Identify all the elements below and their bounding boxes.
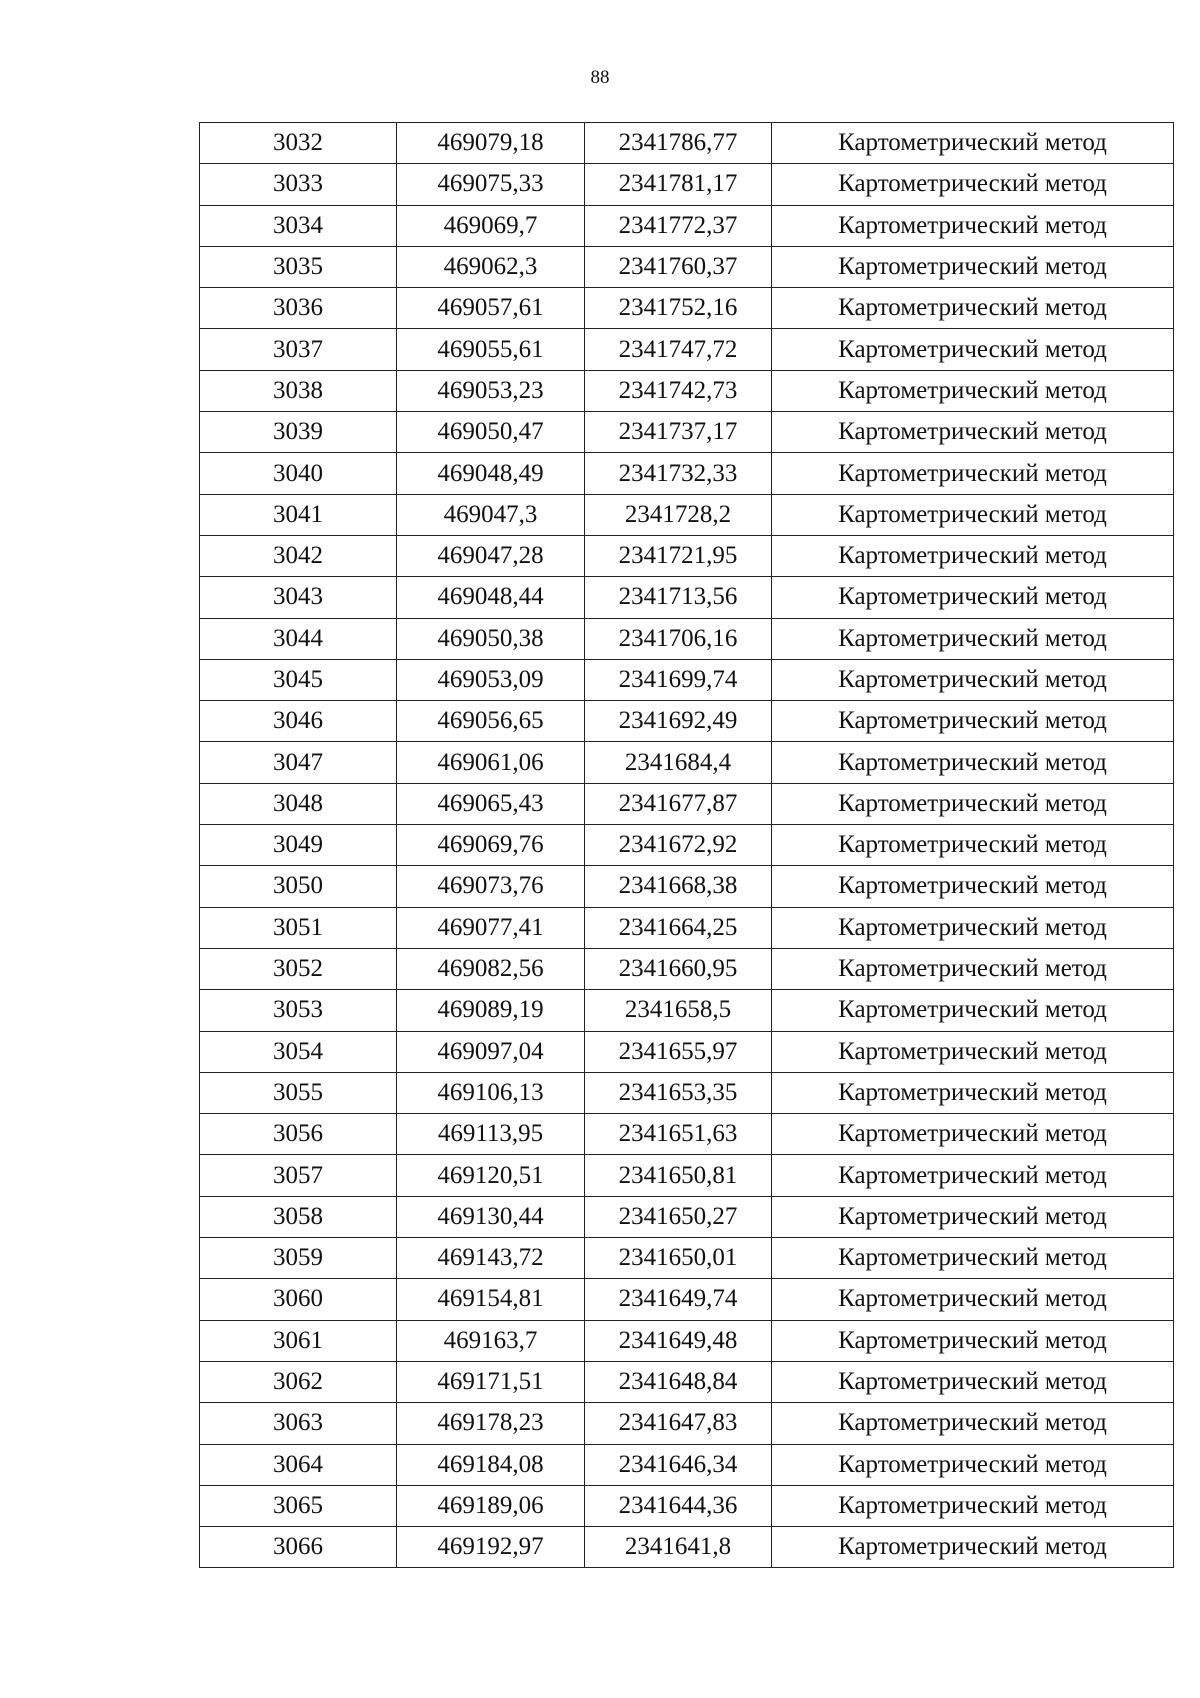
point-number-cell: 3064	[200, 1444, 397, 1485]
table-row	[200, 494, 1174, 535]
table-row	[200, 453, 1174, 494]
table-row	[200, 990, 1174, 1031]
x-coordinate-cell: 469178,23	[397, 1403, 585, 1444]
point-number-cell: 3046	[200, 701, 397, 742]
x-coordinate-cell: 469062,3	[397, 246, 585, 287]
x-coordinate-cell: 469053,23	[397, 370, 585, 411]
x-coordinate-cell: 469089,19	[397, 990, 585, 1031]
x-coordinate-cell: 469050,38	[397, 618, 585, 659]
x-coordinate-cell: 469048,49	[397, 453, 585, 494]
x-coordinate-cell: 469053,09	[397, 659, 585, 700]
x-coordinate-cell: 469082,56	[397, 948, 585, 989]
y-coordinate-cell: 2341650,81	[585, 1155, 772, 1196]
y-coordinate-cell: 2341641,8	[585, 1527, 772, 1568]
coordinates-table-body	[200, 123, 1174, 1568]
x-coordinate-cell: 469154,81	[397, 1279, 585, 1320]
method-cell: Картометрический метод	[772, 701, 1174, 742]
table-row	[200, 866, 1174, 907]
point-number-cell: 3052	[200, 948, 397, 989]
point-number-cell: 3051	[200, 907, 397, 948]
point-number-cell: 3053	[200, 990, 397, 1031]
x-coordinate-cell: 469113,95	[397, 1114, 585, 1155]
y-coordinate-cell: 2341732,33	[585, 453, 772, 494]
table-row	[200, 618, 1174, 659]
method-cell: Картометрический метод	[772, 494, 1174, 535]
point-number-cell: 3041	[200, 494, 397, 535]
table-row	[200, 1403, 1174, 1444]
y-coordinate-cell: 2341713,56	[585, 577, 772, 618]
x-coordinate-cell: 469073,76	[397, 866, 585, 907]
x-coordinate-cell: 469056,65	[397, 701, 585, 742]
method-cell: Картометрический метод	[772, 1485, 1174, 1526]
y-coordinate-cell: 2341752,16	[585, 288, 772, 329]
table-row	[200, 1485, 1174, 1526]
point-number-cell: 3063	[200, 1403, 397, 1444]
point-number-cell: 3059	[200, 1238, 397, 1279]
table-row	[200, 701, 1174, 742]
y-coordinate-cell: 2341644,36	[585, 1485, 772, 1526]
y-coordinate-cell: 2341772,37	[585, 205, 772, 246]
y-coordinate-cell: 2341721,95	[585, 535, 772, 576]
method-cell: Картометрический метод	[772, 1320, 1174, 1361]
method-cell: Картометрический метод	[772, 659, 1174, 700]
method-cell: Картометрический метод	[772, 1114, 1174, 1155]
method-cell: Картометрический метод	[772, 1444, 1174, 1485]
y-coordinate-cell: 2341649,48	[585, 1320, 772, 1361]
table-row	[200, 742, 1174, 783]
x-coordinate-cell: 469055,61	[397, 329, 585, 370]
x-coordinate-cell: 469057,61	[397, 288, 585, 329]
point-number-cell: 3049	[200, 825, 397, 866]
x-coordinate-cell: 469077,41	[397, 907, 585, 948]
table-row	[200, 246, 1174, 287]
method-cell: Картометрический метод	[772, 866, 1174, 907]
table-row	[200, 535, 1174, 576]
y-coordinate-cell: 2341706,16	[585, 618, 772, 659]
point-number-cell: 3060	[200, 1279, 397, 1320]
y-coordinate-cell: 2341728,2	[585, 494, 772, 535]
method-cell: Картометрический метод	[772, 412, 1174, 453]
y-coordinate-cell: 2341747,72	[585, 329, 772, 370]
y-coordinate-cell: 2341650,01	[585, 1238, 772, 1279]
method-cell: Картометрический метод	[772, 535, 1174, 576]
y-coordinate-cell: 2341650,27	[585, 1196, 772, 1237]
x-coordinate-cell: 469184,08	[397, 1444, 585, 1485]
point-number-cell: 3047	[200, 742, 397, 783]
table-row	[200, 783, 1174, 824]
point-number-cell: 3034	[200, 205, 397, 246]
point-number-cell: 3038	[200, 370, 397, 411]
point-number-cell: 3057	[200, 1155, 397, 1196]
y-coordinate-cell: 2341660,95	[585, 948, 772, 989]
table-row	[200, 1114, 1174, 1155]
table-row	[200, 1238, 1174, 1279]
method-cell: Картометрический метод	[772, 948, 1174, 989]
y-coordinate-cell: 2341649,74	[585, 1279, 772, 1320]
method-cell: Картометрический метод	[772, 990, 1174, 1031]
table-row	[200, 825, 1174, 866]
method-cell: Картометрический метод	[772, 742, 1174, 783]
method-cell: Картометрический метод	[772, 370, 1174, 411]
y-coordinate-cell: 2341648,84	[585, 1361, 772, 1402]
coordinates-table	[199, 122, 1174, 1568]
y-coordinate-cell: 2341672,92	[585, 825, 772, 866]
x-coordinate-cell: 469075,33	[397, 164, 585, 205]
point-number-cell: 3056	[200, 1114, 397, 1155]
method-cell: Картометрический метод	[772, 1072, 1174, 1113]
method-cell: Картометрический метод	[772, 1527, 1174, 1568]
method-cell: Картометрический метод	[772, 123, 1174, 164]
method-cell: Картометрический метод	[772, 907, 1174, 948]
y-coordinate-cell: 2341653,35	[585, 1072, 772, 1113]
table-row	[200, 1072, 1174, 1113]
y-coordinate-cell: 2341655,97	[585, 1031, 772, 1072]
point-number-cell: 3065	[200, 1485, 397, 1526]
x-coordinate-cell: 469192,97	[397, 1527, 585, 1568]
table-row	[200, 1155, 1174, 1196]
x-coordinate-cell: 469047,28	[397, 535, 585, 576]
point-number-cell: 3048	[200, 783, 397, 824]
x-coordinate-cell: 469061,06	[397, 742, 585, 783]
point-number-cell: 3033	[200, 164, 397, 205]
x-coordinate-cell: 469065,43	[397, 783, 585, 824]
point-number-cell: 3066	[200, 1527, 397, 1568]
table-row	[200, 1279, 1174, 1320]
point-number-cell: 3036	[200, 288, 397, 329]
x-coordinate-cell: 469163,7	[397, 1320, 585, 1361]
table-row	[200, 948, 1174, 989]
table-row	[200, 659, 1174, 700]
method-cell: Картометрический метод	[772, 1196, 1174, 1237]
x-coordinate-cell: 469130,44	[397, 1196, 585, 1237]
table-row	[200, 907, 1174, 948]
y-coordinate-cell: 2341646,34	[585, 1444, 772, 1485]
point-number-cell: 3062	[200, 1361, 397, 1402]
y-coordinate-cell: 2341668,38	[585, 866, 772, 907]
x-coordinate-cell: 469189,06	[397, 1485, 585, 1526]
method-cell: Картометрический метод	[772, 329, 1174, 370]
x-coordinate-cell: 469106,13	[397, 1072, 585, 1113]
method-cell: Картометрический метод	[772, 1238, 1174, 1279]
method-cell: Картометрический метод	[772, 1361, 1174, 1402]
point-number-cell: 3042	[200, 535, 397, 576]
point-number-cell: 3045	[200, 659, 397, 700]
x-coordinate-cell: 469047,3	[397, 494, 585, 535]
method-cell: Картометрический метод	[772, 577, 1174, 618]
method-cell: Картометрический метод	[772, 453, 1174, 494]
table-row	[200, 288, 1174, 329]
x-coordinate-cell: 469069,76	[397, 825, 585, 866]
method-cell: Картометрический метод	[772, 825, 1174, 866]
x-coordinate-cell: 469050,47	[397, 412, 585, 453]
x-coordinate-cell: 469048,44	[397, 577, 585, 618]
table-row	[200, 205, 1174, 246]
x-coordinate-cell: 469143,72	[397, 1238, 585, 1279]
y-coordinate-cell: 2341742,73	[585, 370, 772, 411]
y-coordinate-cell: 2341781,17	[585, 164, 772, 205]
point-number-cell: 3055	[200, 1072, 397, 1113]
table-row	[200, 1196, 1174, 1237]
x-coordinate-cell: 469171,51	[397, 1361, 585, 1402]
method-cell: Картометрический метод	[772, 1031, 1174, 1072]
table-row	[200, 123, 1174, 164]
y-coordinate-cell: 2341760,37	[585, 246, 772, 287]
table-row	[200, 1320, 1174, 1361]
point-number-cell: 3040	[200, 453, 397, 494]
x-coordinate-cell: 469097,04	[397, 1031, 585, 1072]
table-row	[200, 370, 1174, 411]
method-cell: Картометрический метод	[772, 1279, 1174, 1320]
method-cell: Картометрический метод	[772, 164, 1174, 205]
table-row	[200, 329, 1174, 370]
x-coordinate-cell: 469069,7	[397, 205, 585, 246]
method-cell: Картометрический метод	[772, 246, 1174, 287]
y-coordinate-cell: 2341737,17	[585, 412, 772, 453]
point-number-cell: 3044	[200, 618, 397, 659]
point-number-cell: 3035	[200, 246, 397, 287]
table-row	[200, 1444, 1174, 1485]
y-coordinate-cell: 2341677,87	[585, 783, 772, 824]
table-row	[200, 1527, 1174, 1568]
page-number: 88	[590, 67, 610, 88]
table-row	[200, 1361, 1174, 1402]
y-coordinate-cell: 2341699,74	[585, 659, 772, 700]
point-number-cell: 3043	[200, 577, 397, 618]
y-coordinate-cell: 2341647,83	[585, 1403, 772, 1444]
point-number-cell: 3032	[200, 123, 397, 164]
point-number-cell: 3058	[200, 1196, 397, 1237]
y-coordinate-cell: 2341658,5	[585, 990, 772, 1031]
point-number-cell: 3061	[200, 1320, 397, 1361]
table-row	[200, 164, 1174, 205]
method-cell: Картометрический метод	[772, 783, 1174, 824]
y-coordinate-cell: 2341651,63	[585, 1114, 772, 1155]
y-coordinate-cell: 2341692,49	[585, 701, 772, 742]
method-cell: Картометрический метод	[772, 1403, 1174, 1444]
point-number-cell: 3039	[200, 412, 397, 453]
method-cell: Картометрический метод	[772, 205, 1174, 246]
point-number-cell: 3054	[200, 1031, 397, 1072]
y-coordinate-cell: 2341786,77	[585, 123, 772, 164]
table-row	[200, 412, 1174, 453]
method-cell: Картометрический метод	[772, 618, 1174, 659]
method-cell: Картометрический метод	[772, 1155, 1174, 1196]
x-coordinate-cell: 469079,18	[397, 123, 585, 164]
table-row	[200, 1031, 1174, 1072]
x-coordinate-cell: 469120,51	[397, 1155, 585, 1196]
method-cell: Картометрический метод	[772, 288, 1174, 329]
point-number-cell: 3037	[200, 329, 397, 370]
y-coordinate-cell: 2341684,4	[585, 742, 772, 783]
y-coordinate-cell: 2341664,25	[585, 907, 772, 948]
point-number-cell: 3050	[200, 866, 397, 907]
table-row	[200, 577, 1174, 618]
